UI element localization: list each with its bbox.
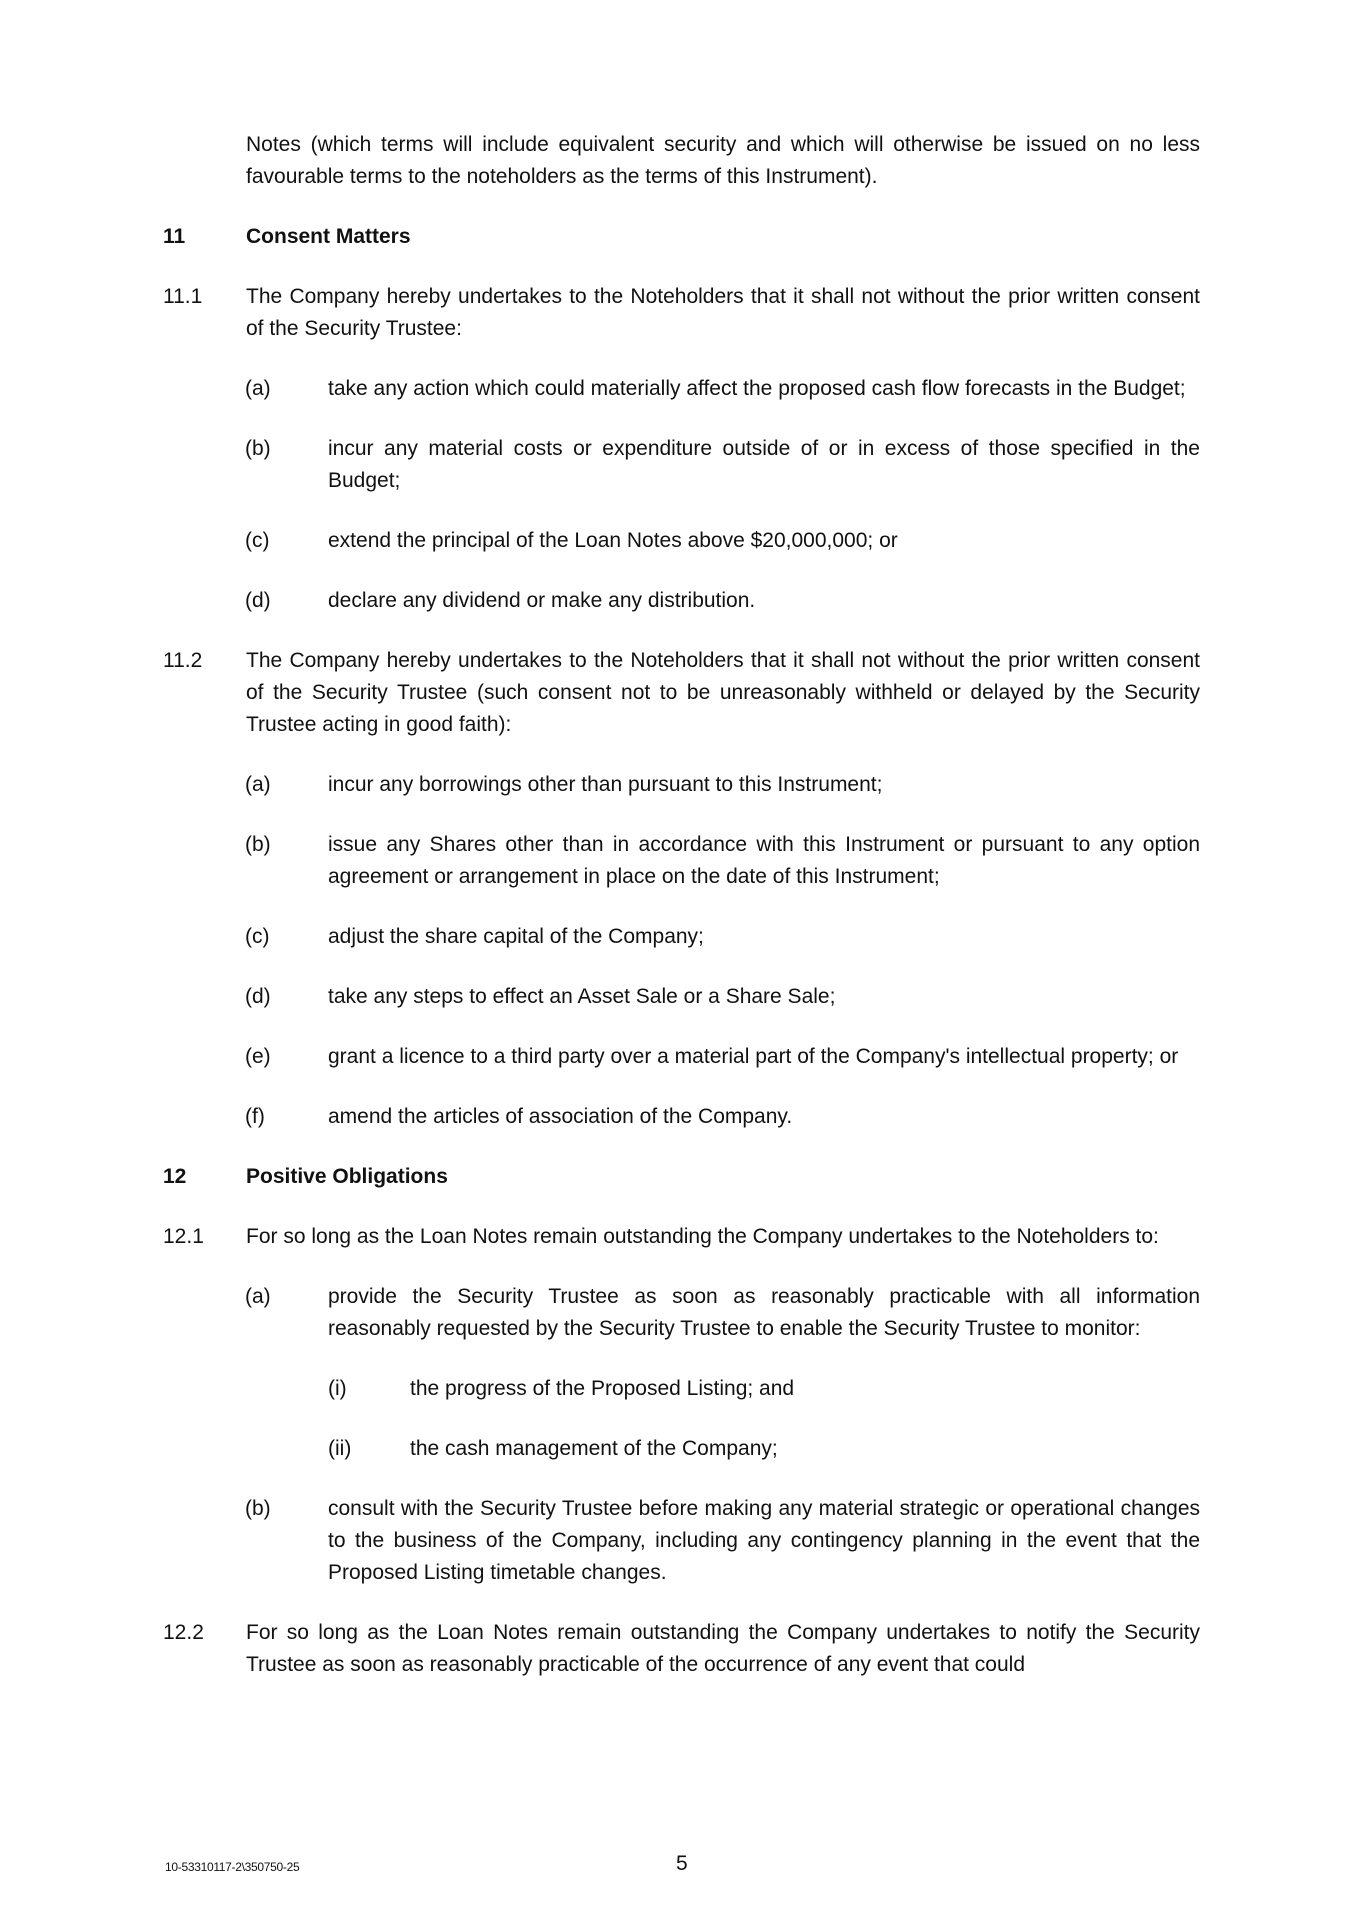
item-label: (a) [245,377,271,400]
item-text: take any action which could materially affect the proposed cash flow forecasts in the Budget; [328,377,1186,400]
clause-11-2 [163,645,1200,741]
list-item [245,585,1200,617]
document-body [163,129,1200,1709]
sub-list-item [328,1373,1200,1405]
clause-text: The Company hereby undertakes to the Noteholders that it shall not without the prior written consent of the Security Trustee: [246,285,1200,340]
clause-12-2 [163,1617,1200,1681]
item-text: provide the Security Trustee as soon as reasonably practicable with all information reasonably requested by the Security Trustee to enable the Security Trustee to monitor: [328,1285,1200,1340]
item-label: (d) [245,589,271,612]
clause-12-1 [163,1221,1200,1253]
item-text: consult with the Security Trustee before making any material strategic or operational changes to the business of the Company, including any contingency planning in the event that the Proposed Listing timetable changes. [328,1497,1200,1584]
list-item [245,1041,1200,1073]
item-label: (a) [245,773,271,796]
clause-text: The Company hereby undertakes to the Noteholders that it shall not without the prior written consent of the Security Trustee (such consent not to be unreasonably withheld or delayed by the Security Trustee acting in good faith): [246,649,1200,736]
item-label: (b) [245,833,271,856]
clause-number: 12.1 [163,1225,204,1248]
list-item [245,921,1200,953]
section-number: 12 [163,1165,187,1188]
item-text: adjust the share capital of the Company; [328,925,704,948]
item-text: take any steps to effect an Asset Sale or a Share Sale; [328,985,836,1008]
list-item [245,1101,1200,1133]
item-label: (b) [245,437,271,460]
list-item [245,433,1200,497]
section-11-heading [163,221,1200,253]
list-item [245,769,1200,801]
subitem-text: the cash management of the Company; [410,1437,778,1460]
item-text: amend the articles of association of the Company. [328,1105,793,1128]
subitem-label: (ii) [328,1437,352,1460]
list-item [245,373,1200,405]
item-text: declare any dividend or make any distribution. [328,589,756,612]
clause-number: 11.1 [163,285,203,308]
list-item [245,1493,1200,1589]
item-text: extend the principal of the Loan Notes above $20,000,000; or [328,529,898,552]
subitem-label: (i) [328,1377,347,1400]
item-text: grant a licence to a third party over a material part of the Company's intellectual property; or [328,1045,1179,1068]
item-label: (a) [245,1285,271,1308]
item-text: incur any borrowings other than pursuant to this Instrument; [328,773,883,796]
item-label: (b) [245,1497,271,1520]
list-item [245,981,1200,1013]
item-label: (c) [245,925,270,948]
item-label: (e) [245,1045,271,1068]
list-item [245,829,1200,893]
continuation-paragraph: Notes (which terms will include equivalent security and which will otherwise be issued on no less favourable terms to the noteholders as the terms of this Instrument). [246,133,1200,188]
item-text: incur any material costs or expenditure outside of or in excess of those specified in the Budget; [328,437,1200,492]
item-label: (d) [245,985,271,1008]
list-item [245,1281,1200,1345]
item-label: (c) [245,529,270,552]
item-label: (f) [245,1105,265,1128]
section-title: Consent Matters [246,225,411,248]
clause-number: 11.2 [163,649,203,672]
sub-list-item [328,1433,1200,1465]
section-12-heading [163,1161,1200,1193]
page-number: 5 [676,1852,688,1875]
subitem-text: the progress of the Proposed Listing; and [410,1377,795,1400]
clause-number: 12.2 [163,1621,204,1644]
section-number: 11 [163,225,186,248]
section-title: Positive Obligations [246,1165,448,1188]
clause-text: For so long as the Loan Notes remain outstanding the Company undertakes to the Noteholders to: [246,1225,1159,1248]
list-item [245,525,1200,557]
clause-11-1 [163,281,1200,345]
document-reference: 10-53310117-2\350750-25 [165,1860,300,1874]
item-text: issue any Shares other than in accordance with this Instrument or pursuant to any option agreement or arrangement in place on the date of this Instrument; [328,833,1200,888]
clause-text: For so long as the Loan Notes remain outstanding the Company undertakes to notify the Security Trustee as soon as reasonably practicable of the occurrence of any event that could [246,1621,1200,1676]
